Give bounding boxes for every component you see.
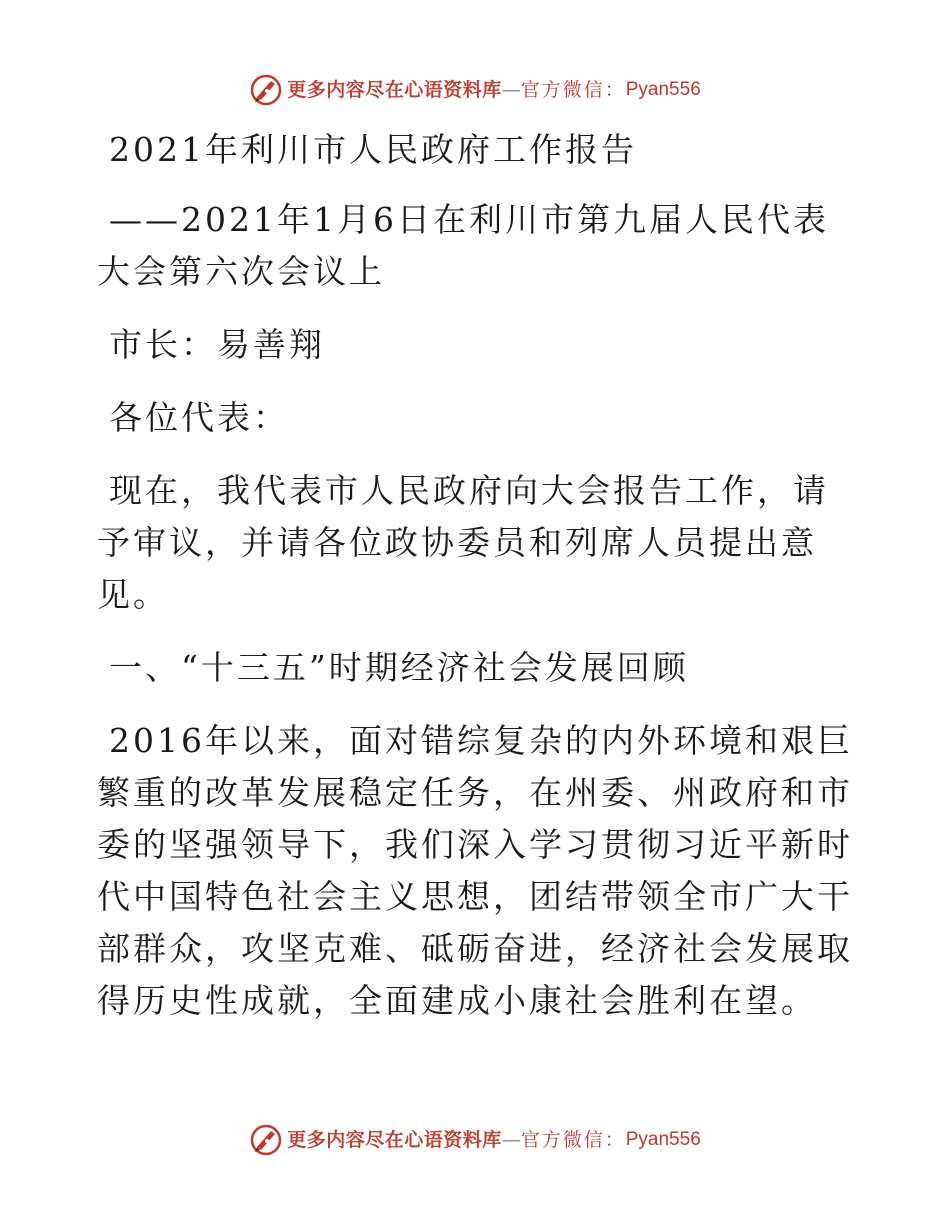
mayor-line: 市长：易善翔 xyxy=(109,325,325,364)
banner-wechat-id: Pyan556 xyxy=(625,1129,701,1150)
banner-site-text: 更多内容尽在心语资料库 xyxy=(287,79,502,101)
bottom-banner xyxy=(0,1120,950,1160)
document-title: 2021年利川市人民政府工作报告 xyxy=(109,130,637,169)
intro-paragraph: 现在，我代表市人民政府向大会报告工作，请予审议，并请各位政协委员和列席人员提出意见。 xyxy=(97,471,829,614)
banner-dash: — xyxy=(501,1129,521,1151)
banner-dash: — xyxy=(501,79,521,101)
banner-wechat-id: Pyan556 xyxy=(625,79,701,100)
top-banner xyxy=(0,70,950,110)
banner-wechat-label: 官方微信： xyxy=(520,1129,626,1151)
document-subtitle: ——2021年1月6日在利川市第九届人民代表大会第六次会议上 xyxy=(97,200,829,291)
banner-site-text: 更多内容尽在心语资料库 xyxy=(287,1129,502,1151)
pen-logo-icon xyxy=(249,1123,283,1157)
greeting: 各位代表： xyxy=(109,398,289,437)
body-paragraph: 2016年以来，面对错综复杂的内外环境和艰巨繁重的改革发展稳定任务，在州委、州政府和市委的坚强领导下，我们深入学习贯彻习近平新时代中国特色社会主义思想，团结带领全市广大干部群众，攻坚克难、砥砺奋进，经济社会发展取得历史性成就，全面建成小康社会胜利在望。 xyxy=(97,721,853,1020)
section-heading: 一、“十三五”时期经济社会发展回顾 xyxy=(109,648,689,687)
banner-wechat-label: 官方微信： xyxy=(520,79,626,101)
document-body xyxy=(97,118,857,1027)
pen-logo-icon xyxy=(249,73,283,107)
